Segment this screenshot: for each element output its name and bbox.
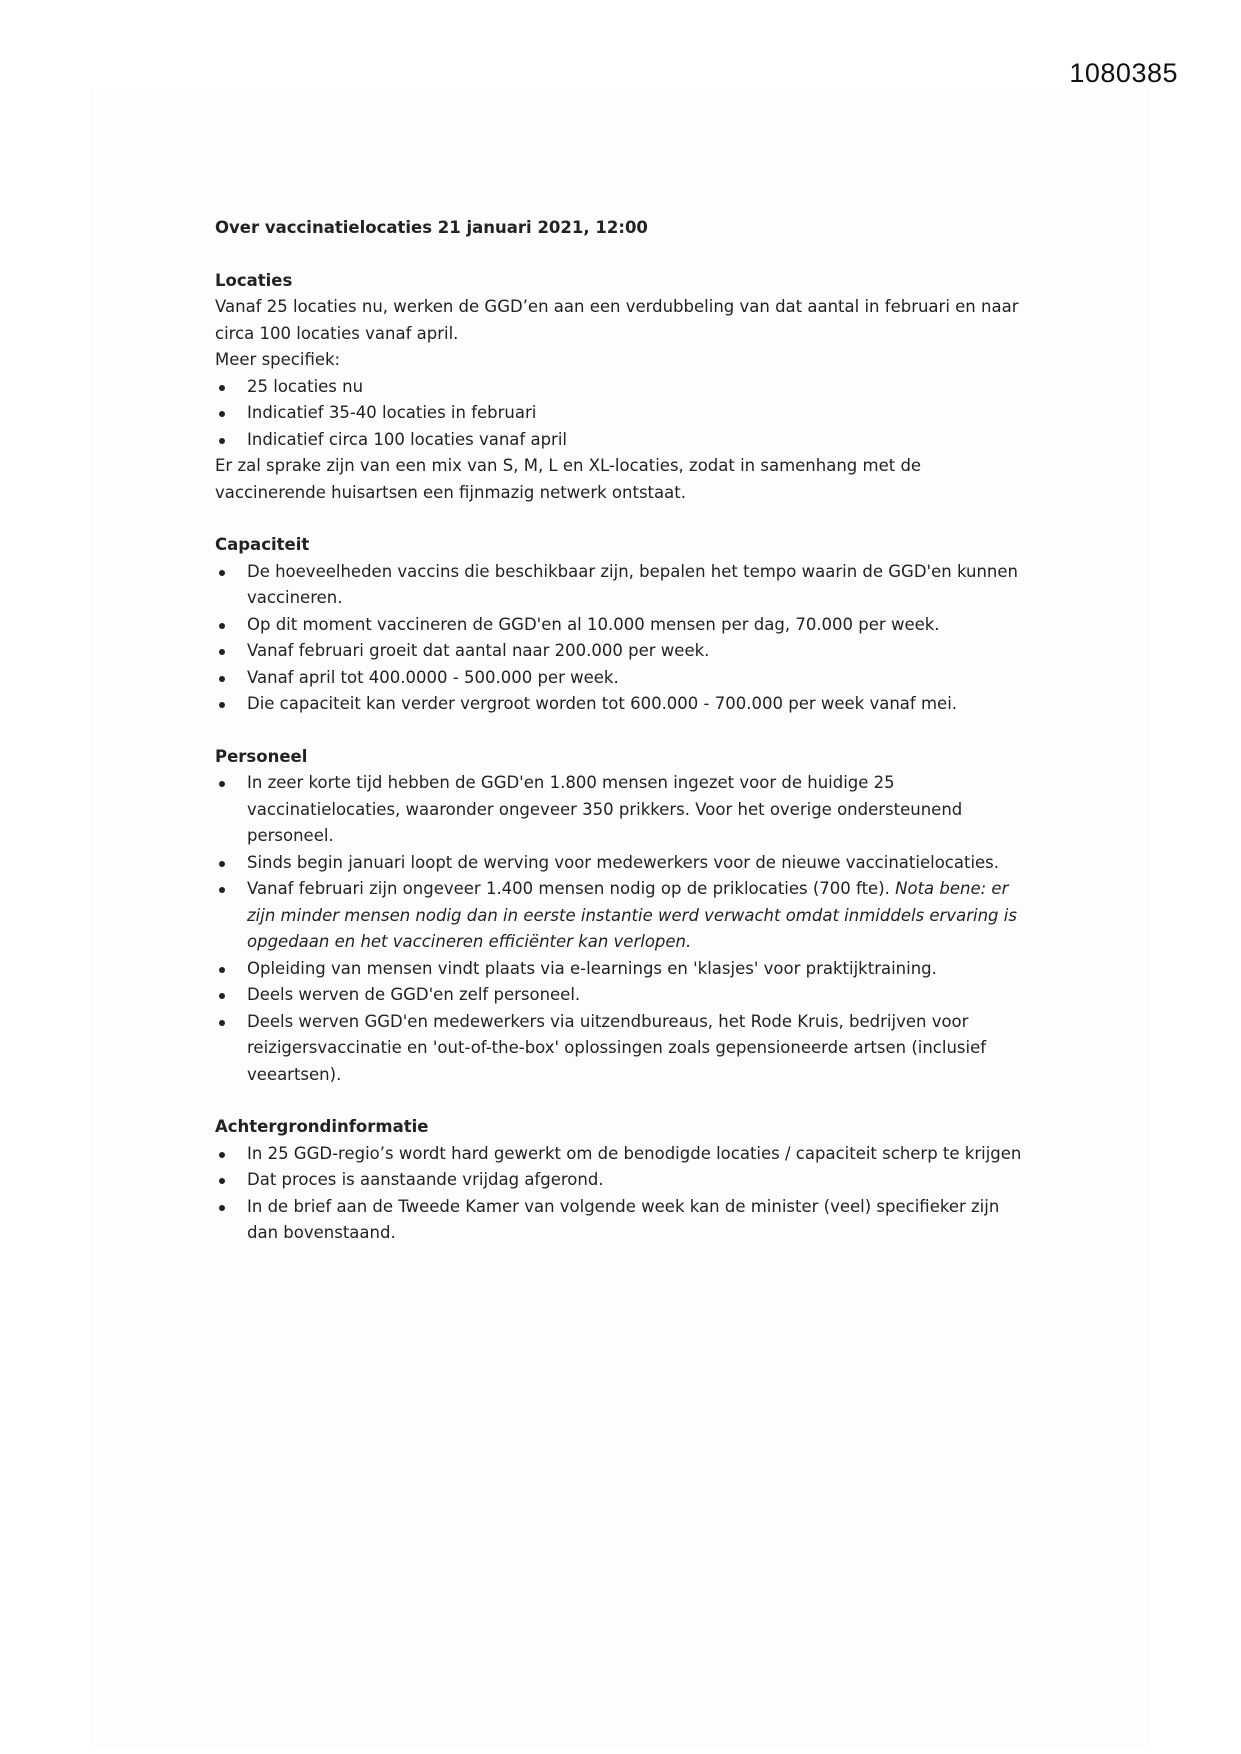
list-item: Vanaf april tot 400.0000 - 500.000 per week.: [215, 665, 1035, 692]
section-heading: Personeel: [215, 746, 308, 766]
bullet-list: [215, 559, 1035, 718]
section-achtergrondinformatie: [215, 1114, 1035, 1247]
list-item: Deels werven GGD'en medewerkers via uitzendbureaus, het Rode Kruis, bedrijven voor reizigersvaccinatie en 'out-of-the-box' oplossingen zoals gepensioneerde artsen (inclusief veeartsen).: [215, 1009, 1035, 1089]
list-item: 25 locaties nu: [215, 374, 1035, 401]
list-item: Indicatief circa 100 locaties vanaf april: [215, 427, 1035, 454]
list-item: Op dit moment vaccineren de GGD'en al 10.000 mensen per dag, 70.000 per week.: [215, 612, 1035, 639]
list-item: Deels werven de GGD'en zelf personeel.: [215, 982, 1035, 1009]
list-item: Opleiding van mensen vindt plaats via e-learnings en 'klasjes' voor praktijktraining.: [215, 956, 1035, 983]
section-personeel: [215, 744, 1035, 1089]
bullet-list: [215, 374, 1035, 454]
paragraph: Er zal sprake zijn van een mix van S, M, L en XL-locaties, zodat in samenhang met de vaccinerende huisartsen een fijnmazig netwerk ontstaat.: [215, 456, 922, 502]
list-item: In 25 GGD-regio’s wordt hard gewerkt om de benodigde locaties / capaciteit scherp te krijgen: [215, 1141, 1035, 1168]
section-heading: Capaciteit: [215, 535, 310, 554]
document-title: Over vaccinatielocaties 21 januari 2021, 12:00: [215, 218, 648, 237]
list-item: Sinds begin januari loopt de werving voor medewerkers voor de nieuwe vaccinatielocaties.: [215, 850, 1035, 877]
document-id: 1080385: [1069, 58, 1178, 88]
section-heading: Locaties: [215, 270, 293, 290]
paragraph: Meer specifiek:: [215, 350, 341, 369]
list-item: Indicatief 35-40 locaties in februari: [215, 400, 1035, 427]
section-capaciteit: [215, 532, 1035, 718]
list-item: Vanaf februari groeit dat aantal naar 200.000 per week.: [215, 638, 1035, 665]
section-heading: Achtergrondinformatie: [215, 1117, 429, 1136]
section-locaties: [215, 268, 1035, 507]
list-item: In de brief aan de Tweede Kamer van volgende week kan de minister (veel) specifieker zijn dan bovenstaand.: [215, 1194, 1035, 1247]
document-body: [215, 215, 1035, 1273]
bullet-list: [215, 1141, 1035, 1247]
bullet-list: [215, 770, 1035, 1088]
list-item-text: Vanaf februari zijn ongeveer 1.400 mensen nodig op de priklocaties (700 fte).: [247, 879, 896, 898]
list-item: Dat proces is aanstaande vrijdag afgerond.: [215, 1167, 1035, 1194]
paragraph: Vanaf 25 locaties nu, werken de GGD’en aan een verdubbeling van dat aantal in februari en naar circa 100 locaties vanaf april.: [215, 297, 1019, 343]
list-item: [215, 876, 1035, 956]
list-item: De hoeveelheden vaccins die beschikbaar zijn, bepalen het tempo waarin de GGD'en kunnen vaccineren.: [215, 559, 1035, 612]
list-item: In zeer korte tijd hebben de GGD'en 1.800 mensen ingezet voor de huidige 25 vaccinatielocaties, waaronder ongeveer 350 prikkers. Voor het overige ondersteunend personeel.: [215, 770, 1035, 850]
list-item: Die capaciteit kan verder vergroot worden tot 600.000 - 700.000 per week vanaf mei.: [215, 691, 1035, 718]
nota-bene-text: Nota bene: er zijn minder mensen nodig dan in eerste instantie werd verwacht omdat inmiddels ervaring is opgedaan en het vaccineren efficiënter kan verlopen.: [247, 879, 1017, 951]
